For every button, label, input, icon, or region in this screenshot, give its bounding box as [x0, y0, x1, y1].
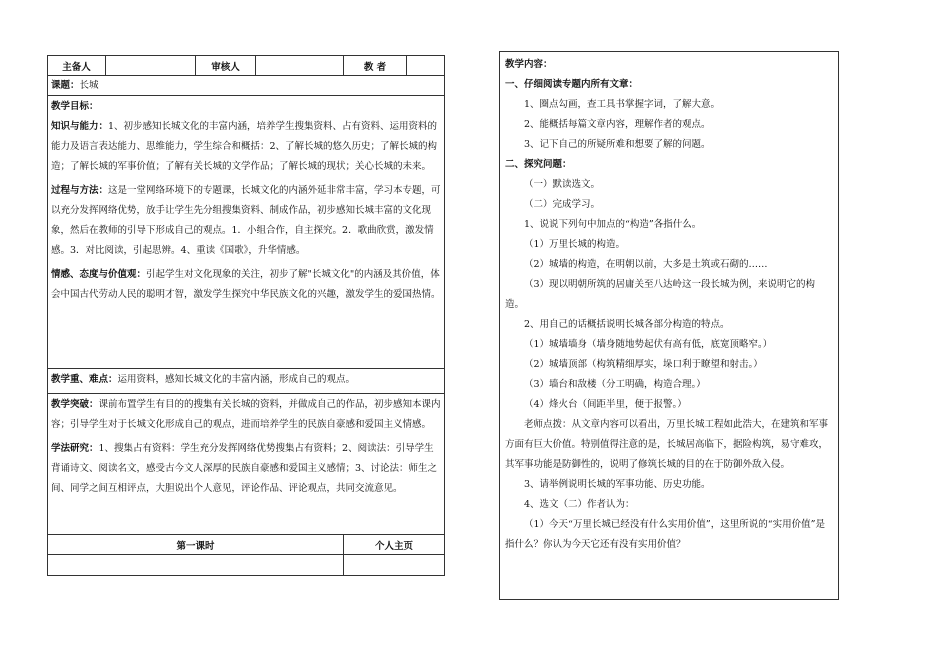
footer-blank-row	[48, 555, 445, 576]
question-2-a: （1）城墙墙身（墙身随地势起伏有高有低，底宽顶略窄。）	[524, 339, 773, 350]
lesson-label: 第一课时	[48, 535, 344, 555]
question-2-b: （2）城墙顶部（构筑精细厚实，垛口利于瞭望和射击。）	[524, 359, 763, 370]
section1-item: 3、记下自己的所疑所难和想要了解的问题。	[524, 139, 711, 150]
question-2: 2、用自己的话概括说明长城各部分构造的特点。	[524, 319, 730, 330]
breakthrough-text: 课前布置学生有目的的搜集有关长城的资料，并做成自己的作品，初步感知本课内容；引导学生对于长城文化形成自己的观点，进而培养学生的民族自豪感和爱国主义情感。	[51, 399, 441, 430]
key-points-text: 运用资料，感知长城文化的丰富内涵，形成自己的观点。	[117, 374, 356, 385]
reviewer-label: 审核人	[196, 56, 256, 76]
question-2-c: （3）墙台和敌楼（分工明确，构造合理。）	[524, 379, 706, 390]
goals-row	[48, 96, 445, 369]
breakthrough-label: 教学突破：	[51, 399, 99, 410]
reviewer-value	[256, 56, 344, 76]
question-3: 3、请举例说明长城的军事功能、历史功能。	[524, 479, 711, 490]
question-1-a: （1）万里长城的构造。	[524, 239, 626, 250]
knowledge-label: 知识与能力：	[51, 121, 109, 132]
question-2-d: （4）烽火台（间距半里，便于报警。）	[524, 399, 687, 410]
question-1-b: （2）城墙的构造，在明朝以前，大多是土筑或石砌的……	[524, 259, 768, 270]
preparer-value	[106, 56, 196, 76]
topic-label: 课题：	[51, 80, 80, 91]
key-points-label: 教学重、难点：	[51, 374, 118, 385]
question-1-c: （3）现以明朝所筑的居庸关至八达岭这一段长城为例，来说明它的构造。	[505, 279, 816, 310]
teacher-value	[407, 56, 445, 76]
teacher-label: 教 者	[344, 56, 407, 76]
personal-page-label: 个人主页	[344, 535, 445, 555]
section2-step2: （二）完成学习。	[524, 199, 601, 210]
process-label: 过程与方法：	[51, 185, 109, 196]
teacher-note: 老师点拨：从文章内容可以看出，万里长城工程如此浩大，在建筑和军事方面有巨大价值。特别值得注意的是，长城居高临下，据险构筑，易守难攻，其军事功能是防御性的，说明了修筑长城的目的在于防御外敌入侵。	[505, 419, 829, 470]
process-text: 这是一堂网络环境下的专题课，长城文化的内涵外延非常丰富，学习本专题，可以充分发挥网络优势，放手让学生先分组搜集资料、制成作品，初步感知长城丰富的文化现象，然后在教师的引导下形成自己的观点。1．小组合作，自主探究。2．歌曲欣赏，激发情感。3．对比阅读，引起思辨。4、重读《国歌》，升华情感。	[51, 185, 441, 256]
question-1: 1、说说下列句中加点的“构造”各指什么。	[524, 219, 702, 230]
header-row	[48, 56, 445, 76]
content-title: 教学内容：	[505, 59, 553, 70]
key-points-row	[48, 369, 445, 394]
method-label: 学法研究：	[51, 443, 99, 454]
section1-title: 一、仔细阅读专题内所有文章：	[505, 79, 639, 90]
topic-row	[48, 76, 445, 96]
teaching-content-box	[499, 51, 839, 600]
footer-row	[48, 535, 445, 555]
question-4: 4、选文（二）作者认为：	[524, 499, 635, 510]
knowledge-text: 1、初步感知长城文化的丰富内涵，培养学生搜集资料、占有资料、运用资料的能力及语言表达能力、思维能力，学生综合和概括：2、了解长城的悠久历史；了解长城的构造；了解长城的军事价值；了解有关长城的文学作品；了解长城的现状；关心长城的未来。	[51, 121, 438, 172]
lesson-plan-table	[47, 55, 445, 576]
question-4-a: （1）今天“万里长城已经没有什么实用价值”，这里所说的“实用价值”是指什么？你认为今天它还有没有实用价值？	[505, 519, 825, 550]
method-text: 1、搜集占有资料：学生充分发挥网络优势搜集占有资料；2、阅读法：引导学生背诵诗文、阅读名文，感受古今文人深厚的民族自豪感和爱国主义感情；3、讨论法：师生之间、同学之间互相评点，大胆说出个人意见，评论作品、评论观点，共同交流意见。	[51, 443, 438, 494]
breakthrough-row	[48, 394, 445, 535]
topic-value: 长城	[79, 80, 99, 91]
goals-title: 教学目标：	[51, 101, 99, 112]
section2-title: 二、探究问题：	[505, 159, 572, 170]
emotion-text: 引起学生对文化现象的关注，初步了解"长城文化"的内涵及其价值，体会中国古代劳动人民的聪明才智，激发学生探究中华民族文化的兴趣，激发学生的爱国热情。	[51, 269, 441, 300]
section1-item: 1、圈点勾画，查工具书掌握字词，了解大意。	[524, 99, 721, 110]
section2-step1: （一）默读选文。	[524, 179, 601, 190]
section1-item: 2、能概括每篇文章内容，理解作者的观点。	[524, 119, 711, 130]
preparer-label: 主备人	[48, 56, 106, 76]
emotion-label: 情感、态度与价值观：	[51, 269, 147, 280]
